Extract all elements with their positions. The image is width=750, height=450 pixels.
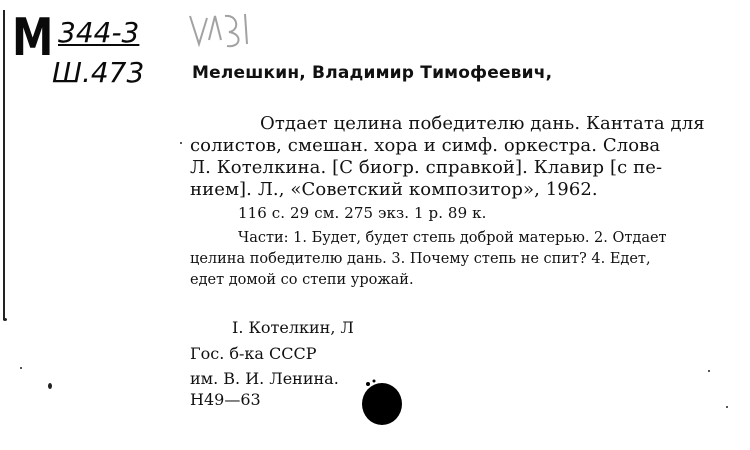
- tracing-entry: I. Котелкин, Л: [232, 318, 354, 337]
- speck: [726, 406, 728, 408]
- call-number-line1: 344-3: [58, 16, 140, 49]
- library-name: Гос. б-ка СССР: [190, 344, 317, 363]
- call-number-shelf-letter: М: [12, 8, 54, 68]
- parts-note-line: Части: 1. Будет, будет степь доброй матерью. 2. Отдает: [238, 230, 667, 246]
- speck: [708, 370, 710, 372]
- card-left-border: [3, 10, 5, 320]
- faint-stamp-mark: [185, 10, 255, 50]
- card-number: Н49—63: [190, 390, 261, 409]
- description-line: солистов, смешан. хора и симф. оркестра. Слова: [190, 135, 661, 156]
- collation-line: 116 с. 29 см. 275 экз. 1 р. 89 к.: [238, 204, 487, 222]
- ink-blot: [358, 378, 408, 428]
- library-name-cont: им. В. И. Ленина.: [190, 369, 339, 388]
- speck: [3, 318, 7, 321]
- author-heading: Мелешкин, Владимир Тимофеевич,: [192, 63, 553, 83]
- speck: [180, 142, 182, 144]
- description-line: Отдает целина победителю дань. Кантата для: [260, 113, 705, 134]
- description-line: нием]. Л., «Советский композитор», 1962.: [190, 179, 598, 200]
- speck: [20, 367, 22, 369]
- speck: [48, 383, 52, 389]
- parts-note-line: едет домой со степи урожай.: [190, 272, 414, 288]
- description-line: Л. Котелкина. [С биогр. справкой]. Клавир [с пе-: [190, 157, 663, 178]
- call-number-line2: Ш.473: [52, 56, 145, 89]
- parts-note-line: целина победителю дань. 3. Почему степь не спит? 4. Едет,: [190, 251, 651, 267]
